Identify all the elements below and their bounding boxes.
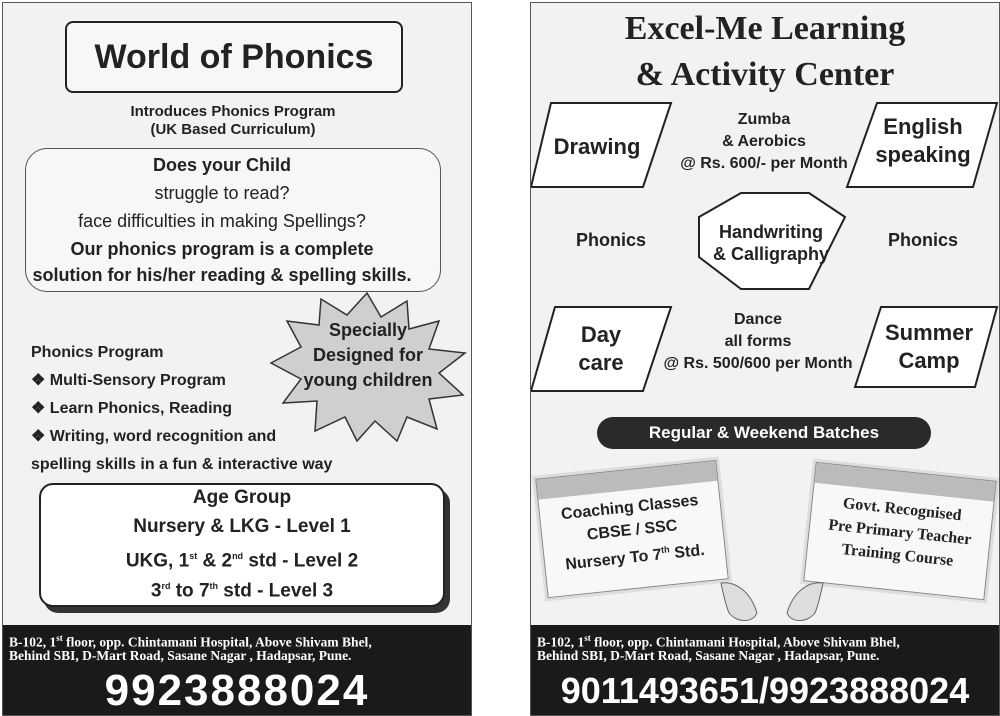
program-item-text: Multi-Sensory Program	[49, 372, 226, 389]
age-text: UKG, 1	[125, 550, 190, 572]
starburst-line: young children	[303, 370, 433, 390]
program-heading: Phonics Program	[31, 344, 164, 361]
english-line: English	[883, 114, 963, 139]
age-level-3	[41, 573, 443, 604]
program-item-text: Learn Phonics, Reading	[49, 400, 233, 417]
intro-line-1: Introduces Phonics Program	[130, 103, 336, 120]
phone-numbers: 9011493651/9923888024	[560, 670, 970, 711]
handwriting-line: & Calligraphy	[712, 244, 830, 264]
address-footer	[3, 625, 471, 715]
ordinal: th	[660, 544, 671, 556]
address-text: B-102, 1	[537, 634, 585, 650]
ordinal: st	[56, 633, 63, 643]
board-line: Coaching Classes	[560, 491, 700, 524]
center-title-line-2: & Activity Center	[635, 56, 895, 93]
zumba-line: & Aerobics	[722, 133, 806, 150]
program-item	[31, 371, 226, 391]
age-group-box	[39, 483, 445, 607]
diamond-bullet-icon: ❖	[31, 400, 50, 417]
ordinal: st	[189, 551, 198, 561]
program-item	[31, 399, 232, 419]
excel-me-flyer	[530, 2, 1000, 716]
starburst-line: Specially	[328, 320, 408, 340]
center-title-line-1: Excel-Me Learning	[624, 10, 906, 47]
summer-line: Camp	[898, 348, 960, 373]
flyer-title: World of Phonics	[65, 21, 403, 93]
age-text: std - Level 3	[218, 580, 334, 602]
activity-dance	[645, 309, 871, 375]
program-tail: spelling skills in a fun & interactive way	[31, 456, 333, 473]
activity-handwriting	[701, 221, 841, 265]
address-text: floor, opp. Chintamani Hospital, Above Shivam Bhel,	[590, 634, 900, 650]
age-text: 3	[150, 580, 162, 602]
program-item-text: Writing, word recognition and	[49, 428, 277, 445]
activity-phonics-right: Phonics	[887, 230, 958, 250]
diamond-bullet-icon: ❖	[31, 428, 50, 445]
dance-price: @ Rs. 500/600 per Month	[663, 355, 853, 372]
activity-daycare	[553, 321, 649, 377]
board-text: Std.	[669, 541, 706, 563]
dance-line: Dance	[733, 311, 783, 328]
daycare-line: care	[578, 350, 624, 375]
activity-english	[861, 113, 985, 169]
address-line-2: Behind SBI, D-Mart Road, Sasane Nagar , Hadapsar, Pune.	[537, 648, 880, 663]
age-heading: Age Group	[192, 487, 292, 508]
dance-line: all forms	[724, 333, 792, 350]
starburst-line: Designed for	[312, 345, 423, 365]
board-text: Nursery To 7	[564, 546, 663, 574]
address-text: floor, opp. Chintamani Hospital, Above Shivam Bhel,	[62, 634, 372, 650]
summer-line: Summer	[884, 320, 974, 345]
address-text: B-102, 1	[9, 634, 57, 650]
board-line: Govt. Recognised	[842, 494, 963, 525]
ordinal: st	[584, 633, 591, 643]
address-line-2: Behind SBI, D-Mart Road, Sasane Nagar , Hadapsar, Pune.	[9, 648, 352, 663]
board-line: Pre Primary Teacher	[827, 516, 973, 549]
diamond-bullet-icon: ❖	[31, 372, 50, 389]
english-line: speaking	[875, 142, 971, 167]
age-level-2	[41, 543, 443, 574]
teacher-training-board	[803, 462, 997, 600]
intro-text	[3, 103, 463, 139]
zumba-line: Zumba	[737, 111, 791, 128]
activity-drawing: Drawing	[553, 134, 641, 159]
ordinal: nd	[232, 551, 244, 561]
age-level-1: Nursery & LKG - Level 1	[133, 516, 351, 537]
age-text: std - Level 2	[243, 550, 359, 572]
intro-line-2: (UK Based Curriculum)	[150, 121, 316, 138]
age-text: to 7	[170, 580, 210, 602]
child-line: struggle to read?	[154, 183, 290, 203]
child-line: Our phonics program is a complete	[70, 239, 374, 259]
activity-zumba	[651, 109, 877, 175]
child-line: face difficulties in making Spellings?	[78, 211, 366, 231]
program-item	[31, 427, 276, 447]
phone-number: 9923888024	[104, 666, 370, 715]
batches-banner: Regular & Weekend Batches	[597, 417, 931, 449]
board-line: Training Course	[840, 541, 955, 570]
starburst-text	[285, 318, 451, 393]
coaching-board	[535, 460, 729, 598]
address-footer	[531, 625, 999, 715]
hands-illustration	[717, 573, 827, 625]
child-question-box	[25, 148, 441, 292]
daycare-line: Day	[580, 322, 622, 347]
handwriting-line: Handwriting	[719, 222, 823, 242]
age-text: & 2	[197, 550, 233, 572]
world-of-phonics-flyer	[2, 2, 472, 716]
zumba-price: @ Rs. 600/- per Month	[680, 155, 848, 172]
child-heading: Does your Child	[152, 155, 291, 175]
board-line: CBSE / SSC	[586, 517, 679, 544]
activity-phonics-left: Phonics	[575, 230, 646, 250]
child-line: solution for his/her reading & spelling skills.	[32, 265, 412, 285]
ordinal: rd	[161, 581, 171, 591]
ordinal: th	[209, 581, 219, 591]
activity-summer-camp	[869, 319, 989, 375]
